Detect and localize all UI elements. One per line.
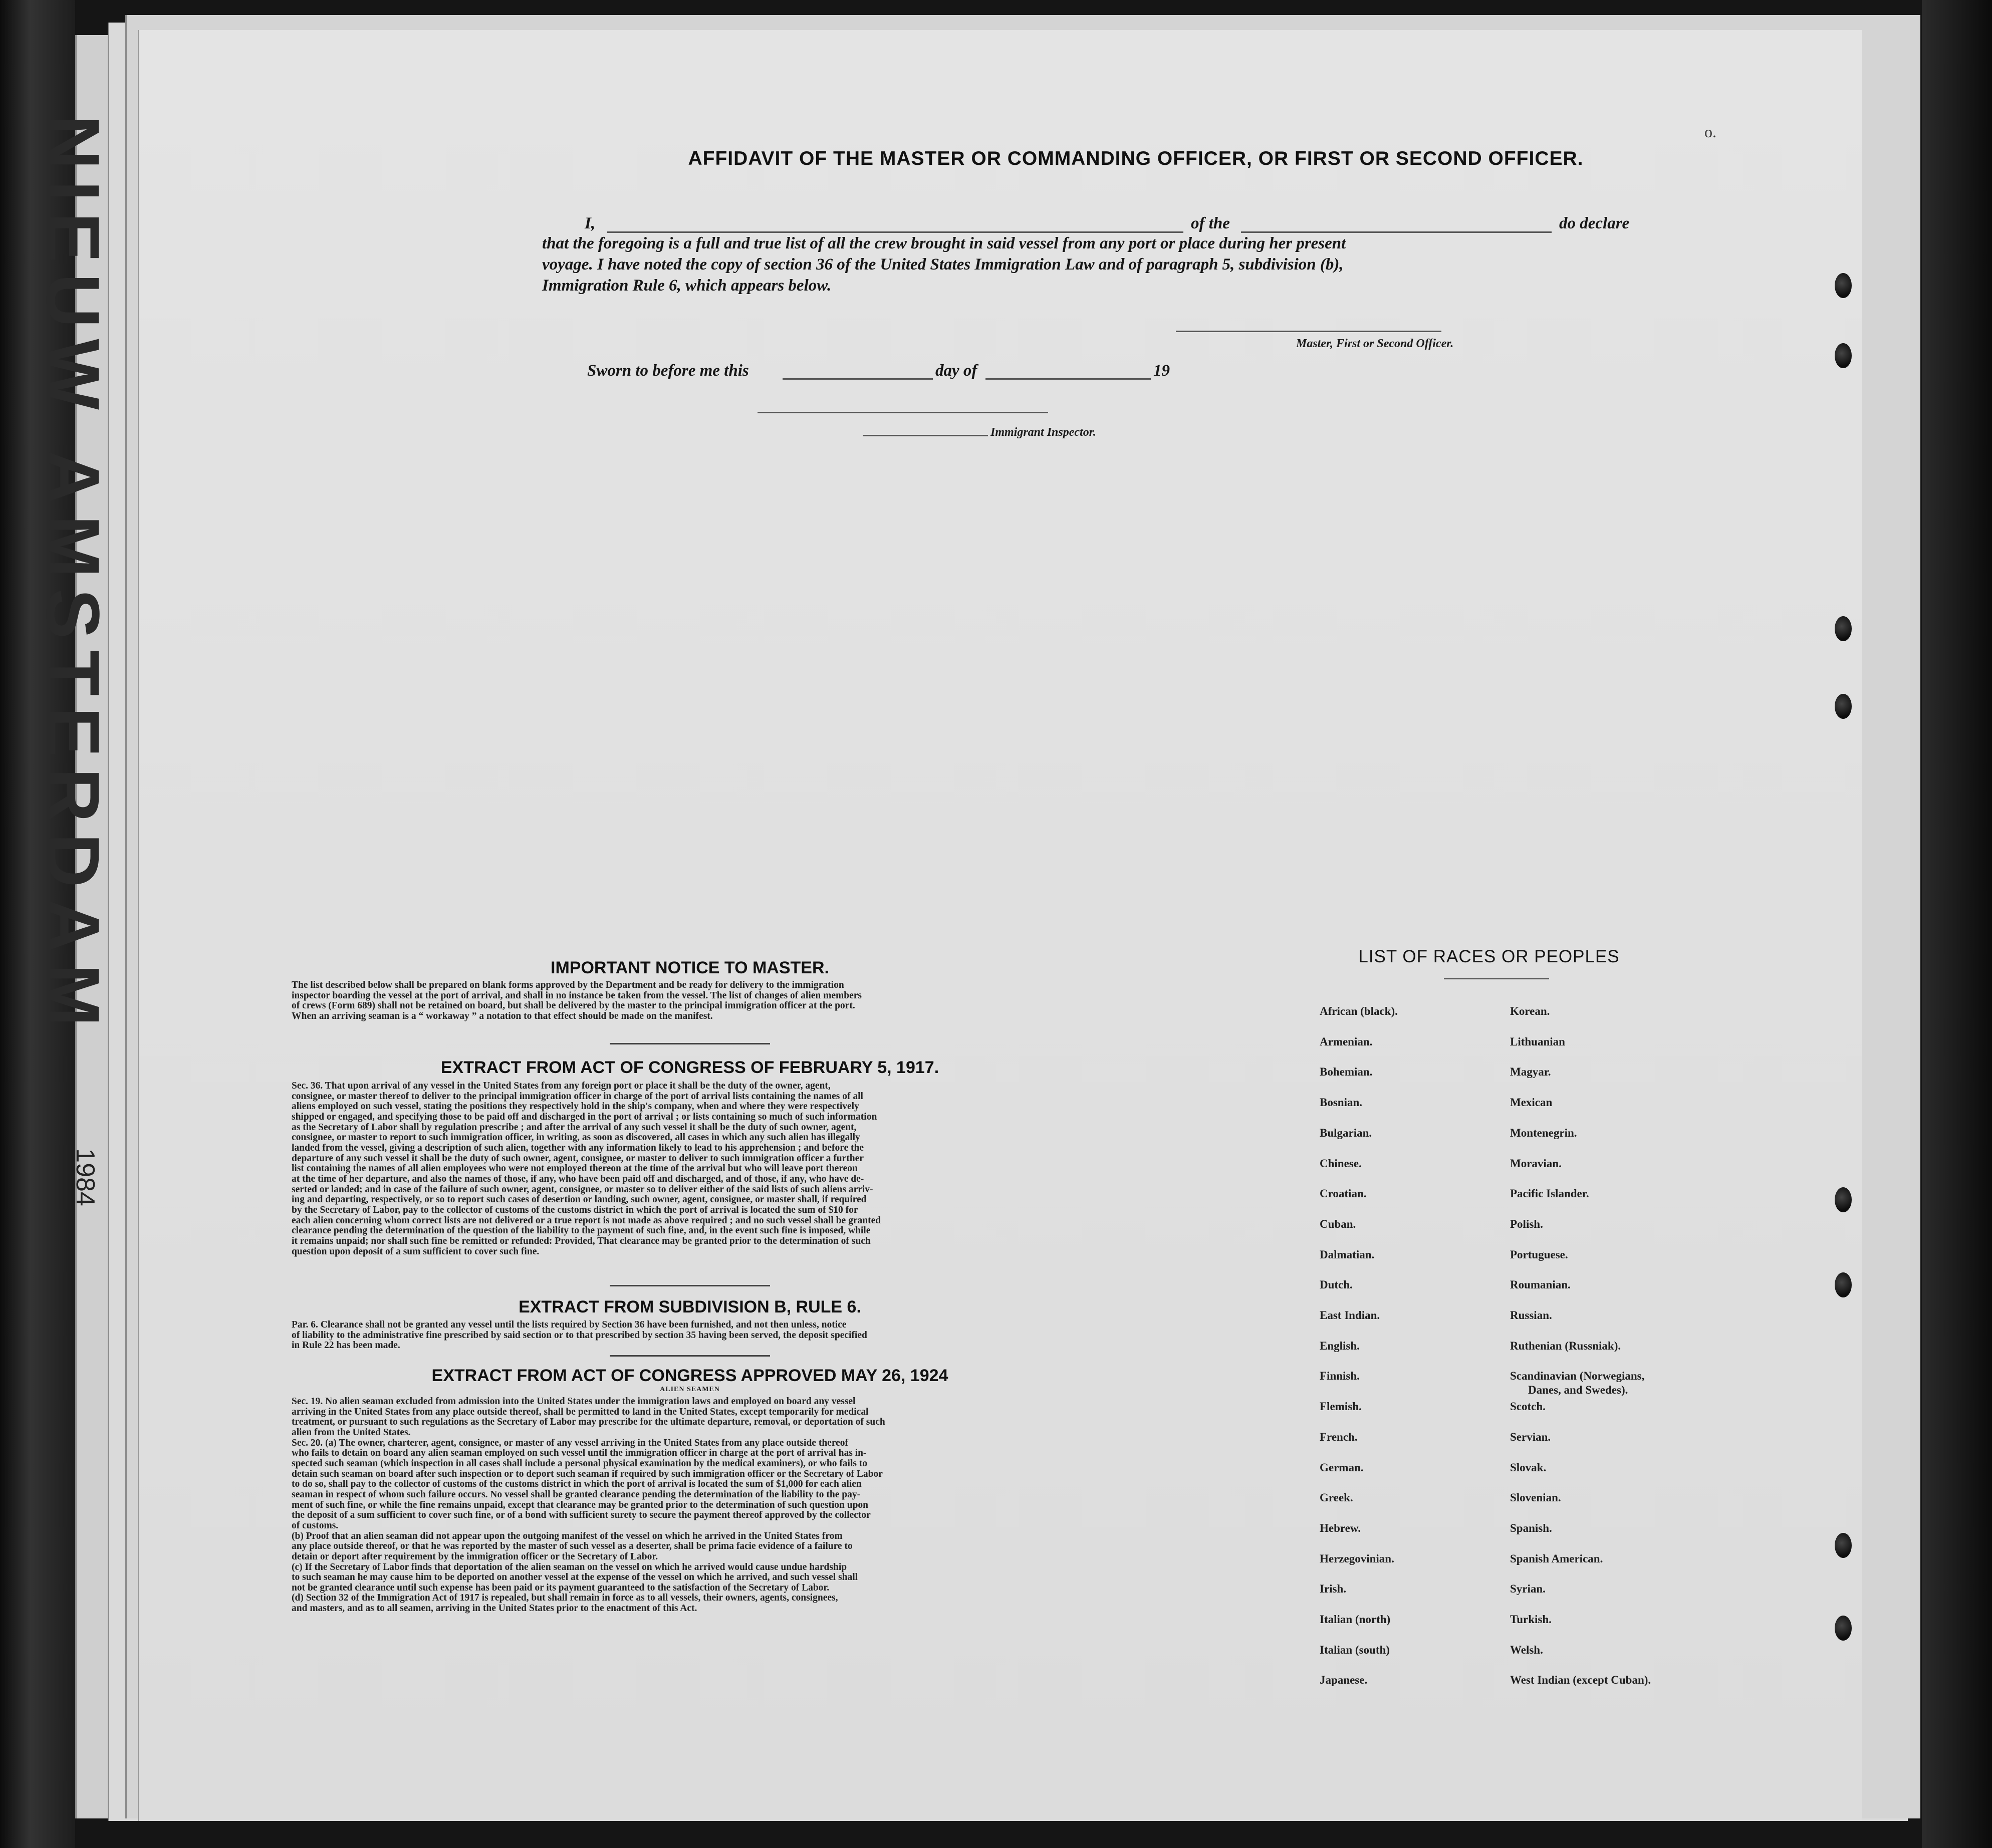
punch-hole bbox=[1835, 694, 1852, 719]
text-line: aliens employed on such vessel, stating the positions they respectively hold in the ship's company, when and where they were respectively bbox=[292, 1102, 859, 1112]
side-page-number bbox=[55, 1127, 115, 1227]
text-line: at the time of her departure, and also the names of those, if any, who have been paid off and discharged, and of those, if any, who have de- bbox=[292, 1174, 864, 1184]
text-line: consignee, or master to report to such immigration officer, in writing, as soon as discovered, all cases in which any such alien has illegally bbox=[292, 1133, 860, 1143]
race-item: Ruthenian (Russniak). bbox=[1510, 1339, 1621, 1352]
race-item: Scotch. bbox=[1510, 1400, 1546, 1413]
race-item: Moravian. bbox=[1510, 1157, 1562, 1170]
affidavit-body-line: Immigration Rule 6, which appears below. bbox=[542, 277, 832, 295]
inspector-caption: Immigrant Inspector. bbox=[990, 426, 1096, 439]
race-item: Servian. bbox=[1510, 1430, 1551, 1443]
text-line: departure of any such vessel it shall be the duty of such owner, agent, consignee, or master to deliver to such immigration officer a further bbox=[292, 1153, 864, 1164]
text-line: the deposit of a sum sufficient to cover such fine, or of a bond with sufficient surety to secure the payment thereof approved by the collector bbox=[292, 1510, 871, 1521]
punch-hole bbox=[1835, 343, 1852, 368]
text-line: and masters, and as to all seamen, arriving in the United States prior to the enactment of this Act. bbox=[292, 1604, 697, 1614]
text-line: inspector boarding the vessel at the port of arrival, and shall in no instance be taken from the vessel. The list of changes of alien members bbox=[292, 990, 862, 1001]
text-line: of customs. bbox=[292, 1520, 339, 1531]
race-item: Pacific Islander. bbox=[1510, 1187, 1589, 1200]
text-line: serted or landed; and in case of the failure of such owner, agent, consignee, or master so to deliver either of the said lists of such aliens arriv- bbox=[292, 1184, 873, 1195]
race-item: Spanish American. bbox=[1510, 1552, 1603, 1565]
race-item: Italian (north) bbox=[1320, 1613, 1391, 1626]
text-line: alien from the United States. bbox=[292, 1427, 411, 1438]
extract-1917-title: EXTRACT FROM ACT OF CONGRESS OF FEBRUARY 5, 1917. bbox=[440, 1058, 939, 1077]
text-line: who fails to detain on board any alien seaman employed on such vessel until the immigration officer in charge at the port of arrival has in- bbox=[292, 1448, 867, 1459]
affidavit-body-line: voyage. I have noted the copy of section 36 of the United States Immigration Law and of paragraph 5, subdivision (b), bbox=[542, 255, 1344, 274]
text-line: ment of such fine, or while the fine remains unpaid, except that clearance may be granted prior to the determination of such question upon bbox=[292, 1500, 869, 1510]
race-item: West Indian (except Cuban). bbox=[1510, 1674, 1651, 1687]
text-line: ing and departing, respectively, or so to report such cases of desertion or landing, such owner, agent, consignee, or master shall, if required bbox=[292, 1195, 867, 1205]
affidavit-name-blank bbox=[607, 231, 1183, 233]
text-line: to do so, shall pay to the collector of customs of the customs district in which the port of arrival is located the sum of $1,000 for each alien bbox=[292, 1479, 862, 1490]
extract-1924-subtitle: ALIEN SEAMEN bbox=[660, 1386, 720, 1393]
text-line: of liability to the administrative fine prescribed by said section or to that prescribed by section 35 having been served, the deposit specified bbox=[292, 1330, 867, 1341]
race-item: Bosnian. bbox=[1320, 1096, 1363, 1109]
punch-hole bbox=[1835, 1533, 1852, 1558]
race-item: Roumanian. bbox=[1510, 1278, 1571, 1291]
text-line: it remains unpaid; nor shall such fine be remitted or refunded: Provided, That clearance may be granted prior to the determination of such bbox=[292, 1236, 871, 1246]
race-item: Korean. bbox=[1510, 1005, 1550, 1017]
text-line: Sec. 19. No alien seaman excluded from admission into the United States under the immigration laws and employed on board any vessel bbox=[292, 1397, 856, 1407]
race-item: Scandinavian (Norwegians, bbox=[1510, 1370, 1645, 1383]
race-item: Spanish. bbox=[1510, 1521, 1552, 1534]
race-item: Herzegovinian. bbox=[1320, 1552, 1394, 1565]
race-item: Italian (south) bbox=[1320, 1643, 1390, 1656]
affidavit-do-declare: do declare bbox=[1559, 214, 1630, 232]
sworn-text: Sworn to before me this bbox=[587, 362, 749, 380]
side-page-number-text: 1984 bbox=[71, 1148, 100, 1206]
text-line: of crews (Form 689) shall not be retained on board, but shall be delivered by the master to the principal immigration officer at the port. bbox=[292, 1001, 855, 1011]
punch-hole bbox=[1835, 1187, 1852, 1212]
text-line: any place outside thereof, or that he was reported by the master of such vessel as a deserter, shall be prima facie evidence of a failure to bbox=[292, 1541, 853, 1552]
race-item: Cuban. bbox=[1320, 1217, 1356, 1230]
sworn-day-blank bbox=[783, 378, 933, 380]
text-line: seaman in respect of whom such failure occurs. No vessel shall be granted clearance pending the determination of the liability to the pay- bbox=[292, 1489, 861, 1500]
race-item: Croatian. bbox=[1320, 1187, 1367, 1200]
race-item: Lithuanian bbox=[1510, 1035, 1565, 1048]
film-border-right bbox=[1922, 0, 1992, 1848]
race-item: Magyar. bbox=[1510, 1066, 1551, 1079]
race-item: African (black). bbox=[1320, 1005, 1398, 1017]
race-item: Finnish. bbox=[1320, 1370, 1360, 1383]
affidavit-body-line: that the foregoing is a full and true list of all the crew brought in said vessel from any port or place during her present bbox=[542, 234, 1346, 252]
race-item: Dutch. bbox=[1320, 1278, 1353, 1291]
race-item: Montenegrin. bbox=[1510, 1126, 1577, 1139]
text-line: (d) Section 32 of the Immigration Act of 1917 is repealed, but shall remain in force as to all vessels, their owners, agents, consignees, bbox=[292, 1593, 838, 1604]
races-title-rule bbox=[1444, 978, 1549, 979]
text-line: question upon deposit of a sum sufficient to cover such fine. bbox=[292, 1246, 540, 1257]
text-line: to such seaman he may cause him to be deported on another vessel at the expense of the vessel on which he arrived, and such vessel shall bbox=[292, 1572, 858, 1583]
inspector-short-rule bbox=[863, 435, 988, 436]
race-item: French. bbox=[1320, 1430, 1358, 1443]
races-title: LIST OF RACES OR PEOPLES bbox=[1358, 947, 1620, 966]
punch-hole bbox=[1835, 616, 1852, 641]
document-page bbox=[138, 30, 1862, 1821]
extract-1924-body bbox=[292, 1397, 1053, 1614]
punch-hole bbox=[1835, 1616, 1852, 1641]
race-item: Portuguese. bbox=[1510, 1248, 1568, 1261]
text-line: each alien concerning whom correct lists are not delivered or a true report is not made as above required ; and no such vessel shall be granted bbox=[292, 1215, 881, 1226]
affidavit-title: AFFIDAVIT OF THE MASTER OR COMMANDING OFFICER, OR FIRST OR SECOND OFFICER. bbox=[688, 148, 1584, 169]
text-line: Sec. 36. That upon arrival of any vessel in the United States from any foreign port or place it shall be the duty of the owner, agent, bbox=[292, 1081, 831, 1091]
race-item: Dalmatian. bbox=[1320, 1248, 1375, 1261]
extract-1924-title: EXTRACT FROM ACT OF CONGRESS APPROVED MAY 26, 1924 bbox=[431, 1366, 948, 1385]
race-item: German. bbox=[1320, 1461, 1364, 1474]
race-item: East Indian. bbox=[1320, 1309, 1380, 1322]
race-item: Danes, and Swedes). bbox=[1528, 1384, 1628, 1397]
text-line: (c) If the Secretary of Labor finds that deportation of the alien seaman on the vessel on which he arrived would cause undue hardship bbox=[292, 1562, 847, 1572]
side-ship-stamp-text: NIEUW AMSTERDAM bbox=[31, 115, 115, 1037]
text-line: detain such seaman on board after such inspection or to deport such seaman if required by such immigration officer or the Secretary of Labor bbox=[292, 1469, 883, 1479]
race-item: Chinese. bbox=[1320, 1157, 1362, 1170]
race-item: Flemish. bbox=[1320, 1400, 1362, 1413]
inspector-signature-blank bbox=[758, 412, 1048, 413]
text-line: arriving in the United States from any place outside thereof, shall be permitted to land in the United States, except temporarily for medical bbox=[292, 1407, 869, 1417]
section-divider bbox=[610, 1043, 770, 1044]
text-line: not be granted clearance until such expense has been paid or its payment guaranteed to the satisfaction of the Secretary of Labor. bbox=[292, 1582, 830, 1593]
text-line: by the Secretary of Labor, pay to the collector of customs of the customs district in which the port of arrival is located the sum of $10 for bbox=[292, 1205, 858, 1215]
race-item: Irish. bbox=[1320, 1582, 1347, 1596]
affidavit-i: I, bbox=[585, 214, 596, 232]
race-item: Armenian. bbox=[1320, 1035, 1373, 1048]
text-line: landed from the vessel, giving a description of such alien, together with any information likely to lead to his apprehension ; and before the bbox=[292, 1143, 864, 1153]
text-line: Par. 6. Clearance shall not be granted any vessel until the lists required by Section 36 have been furnished, and not then unless, notice bbox=[292, 1320, 847, 1330]
race-item: Hebrew. bbox=[1320, 1521, 1361, 1534]
rule6-title: EXTRACT FROM SUBDIVISION B, RULE 6. bbox=[519, 1297, 861, 1316]
extract-1917-body bbox=[292, 1081, 1053, 1257]
master-signature-blank bbox=[1176, 331, 1441, 332]
section-divider bbox=[610, 1285, 770, 1286]
text-line: Sec. 20. (a) The owner, charterer, agent, consignee, or master of any vessel arriving in the United States from any place outside thereof bbox=[292, 1438, 849, 1448]
text-line: consignee, or master thereof to deliver to the principal immigration officer in charge of the port of arrival lists containing the names of all bbox=[292, 1091, 863, 1102]
side-ship-stamp bbox=[31, 100, 115, 1052]
text-line: list containing the names of all alien employees who were not employed thereon at the time of the arrival but who will leave port thereon bbox=[292, 1164, 858, 1174]
race-item: Syrian. bbox=[1510, 1582, 1546, 1596]
text-line: shipped or engaged, and specifying those to be paid off and discharged in the port of arrival ; or lists containing so much of such information bbox=[292, 1112, 877, 1122]
race-item: Bulgarian. bbox=[1320, 1126, 1372, 1139]
race-item: Russian. bbox=[1510, 1309, 1552, 1322]
sworn-month-blank bbox=[985, 378, 1151, 380]
text-line: clearance pending the determination of the question of the liability to the payment of such fine, and, in the event such fine is imposed, while bbox=[292, 1226, 871, 1236]
race-item: Slovak. bbox=[1510, 1461, 1547, 1474]
text-line: The list described below shall be prepared on blank forms approved by the Department and be ready for delivery to the immigration bbox=[292, 980, 844, 990]
affidavit-vessel-blank bbox=[1241, 231, 1552, 233]
notice-title: IMPORTANT NOTICE TO MASTER. bbox=[551, 958, 829, 977]
race-item: Polish. bbox=[1510, 1217, 1543, 1230]
rule6-body bbox=[292, 1320, 1053, 1351]
race-item: Japanese. bbox=[1320, 1674, 1368, 1687]
text-line: spected such seaman (which inspection in all cases shall include a personal physical examination by the medical examiners), or who fails to bbox=[292, 1458, 868, 1469]
race-item: English. bbox=[1320, 1339, 1360, 1352]
race-item: Greek. bbox=[1320, 1491, 1353, 1504]
race-item: Turkish. bbox=[1510, 1613, 1552, 1626]
text-line: detain or deport after requirement by the immigration officer or the Secretary of Labor. bbox=[292, 1551, 658, 1562]
punch-hole bbox=[1835, 273, 1852, 298]
notice-body bbox=[292, 980, 1053, 1022]
punch-hole bbox=[1835, 1272, 1852, 1297]
text-line: When an arriving seaman is a “ workaway ” a notation to that effect should be made on the manifest. bbox=[292, 1011, 713, 1021]
section-divider bbox=[610, 1355, 770, 1357]
race-item: Welsh. bbox=[1510, 1643, 1543, 1656]
page-corner-mark: o. bbox=[1704, 123, 1716, 141]
text-line: (b) Proof that an alien seaman did not appear upon the outgoing manifest of the vessel on which he arrived in the United States from bbox=[292, 1531, 843, 1541]
sworn-year: 19 bbox=[1153, 362, 1170, 380]
race-item: Mexican bbox=[1510, 1096, 1553, 1109]
race-item: Slovenian. bbox=[1510, 1491, 1561, 1504]
sworn-day-of: day of bbox=[935, 362, 977, 380]
affidavit-of-the: of the bbox=[1191, 214, 1230, 232]
text-line: as the Secretary of Labor shall by regulation prescribe ; and after the arrival of any such vessel it shall be the duty of such owner, agent, bbox=[292, 1122, 857, 1133]
race-item: Bohemian. bbox=[1320, 1066, 1373, 1079]
text-line: in Rule 22 has been made. bbox=[292, 1341, 400, 1351]
master-caption: Master, First or Second Officer. bbox=[1296, 337, 1454, 350]
text-line: treatment, or pursuant to such regulations as the Secretary of Labor may prescribe for the ultimate departure, removal, or deportation of such bbox=[292, 1417, 885, 1428]
